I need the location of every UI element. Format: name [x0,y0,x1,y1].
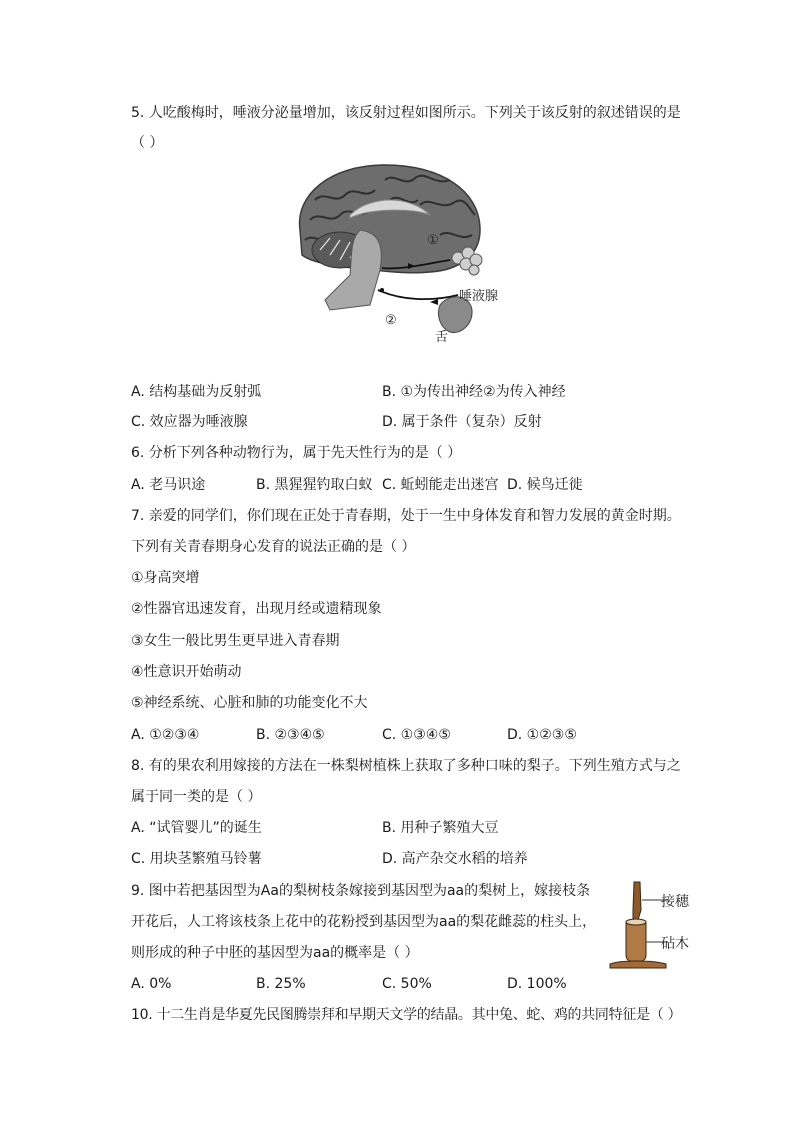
q7-option-d[interactable]: D. ①②③⑤ [507,727,577,743]
q8-option-c[interactable]: C. 用块茎繁殖马铃薯 [131,851,262,867]
q7-item-2: ②性器官迅速发育，出现月经或遗精现象 [131,601,382,617]
grafting-figure [608,880,668,970]
q7-item-1: ①身高突增 [131,570,200,586]
q5-option-c[interactable]: C. 效应器为唾液腺 [131,414,248,430]
q5-option-a[interactable]: A. 结构基础为反射弧 [131,384,262,400]
q6-option-d[interactable]: D. 候鸟迁徙 [507,477,583,493]
q8-stem-line1: 8. 有的果农利用嫁接的方法在一株梨树植株上获取了多种口味的梨子。下列生殖方式与之 [131,758,681,774]
q7-item-5: ⑤神经系统、心脏和肺的功能变化不大 [131,695,368,711]
figure-label-2: ② [385,313,397,328]
figure-label-tongue: 舌 [435,330,449,345]
q5-option-b[interactable]: B. ①为传出神经②为传入神经 [382,384,566,400]
q6-option-b[interactable]: B. 黑猩猩钓取白蚁 [256,477,373,493]
q9-option-d[interactable]: D. 100% [507,976,567,992]
rootstock-icon [626,922,646,962]
q7-stem-line2: 下列有关青春期身心发育的说法正确的是（ ） [131,539,416,555]
q9-stem-line1: 9. 图中若把基因型为Aa的梨树枝条嫁接到基因型为aa的梨树上，嫁接枝条 [131,883,591,899]
q8-option-d[interactable]: D. 高产杂交水稻的培养 [382,851,528,867]
scion-icon [633,882,641,920]
figure-label-scion: 接穗 [661,894,689,910]
q7-option-a[interactable]: A. ①②③④ [131,727,200,743]
q6-stem: 6. 分析下列各种动物行为，属于先天性行为的是（ ） [131,445,462,461]
q9-stem-line2: 开花后，人工将该枝条上花中的花粉授到基因型为aa的梨花雌蕊的柱头上， [131,914,597,930]
q8-stem-line2: 属于同一类的是（ ） [131,789,262,805]
afferent-nerve [378,290,458,299]
q8-option-b[interactable]: B. 用种子繁殖大豆 [382,820,499,836]
q9-stem-line3: 则形成的种子中胚的基因型为aa的概率是（ ） [131,945,419,961]
figure-label-gland: 唾液腺 [459,289,499,304]
q9-option-c[interactable]: C. 50% [382,976,432,992]
q7-item-4: ④性意识开始萌动 [131,664,242,680]
q5-option-d[interactable]: D. 属于条件（复杂）反射 [382,414,542,430]
q5-stem-line2: （ ） [131,135,164,151]
q6-option-c[interactable]: C. 蚯蚓能走出迷宫 [382,477,499,493]
q9-option-a[interactable]: A. 0% [131,976,172,992]
q7-option-c[interactable]: C. ①③④⑤ [382,727,451,743]
q7-stem-line1: 7. 亲爱的同学们，你们现在正处于青春期，处于一生中身体发育和智力发展的黄金时期。 [131,508,681,524]
q8-option-a[interactable]: A. “试管婴儿”的诞生 [131,820,262,836]
figure-label-stock: 砧木 [661,936,689,952]
reflex-arc-figure [290,160,510,350]
figure-label-1: ① [427,233,439,248]
q7-option-b[interactable]: B. ②③④⑤ [256,727,325,743]
q9-option-b[interactable]: B. 25% [256,976,306,992]
q10-stem: 10. 十二生肖是华夏先民图腾崇拜和早期天文学的结晶。其中兔、蛇、鸡的共同特征是（ ） [131,1007,682,1023]
q6-option-a[interactable]: A. 老马识途 [131,477,206,493]
q5-stem-line1: 5. 人吃酸梅时，唾液分泌量增加，该反射过程如图所示。下列关于该反射的叙述错误的是 [131,105,681,121]
q7-item-3: ③女生一般比男生更早进入青春期 [131,633,340,649]
